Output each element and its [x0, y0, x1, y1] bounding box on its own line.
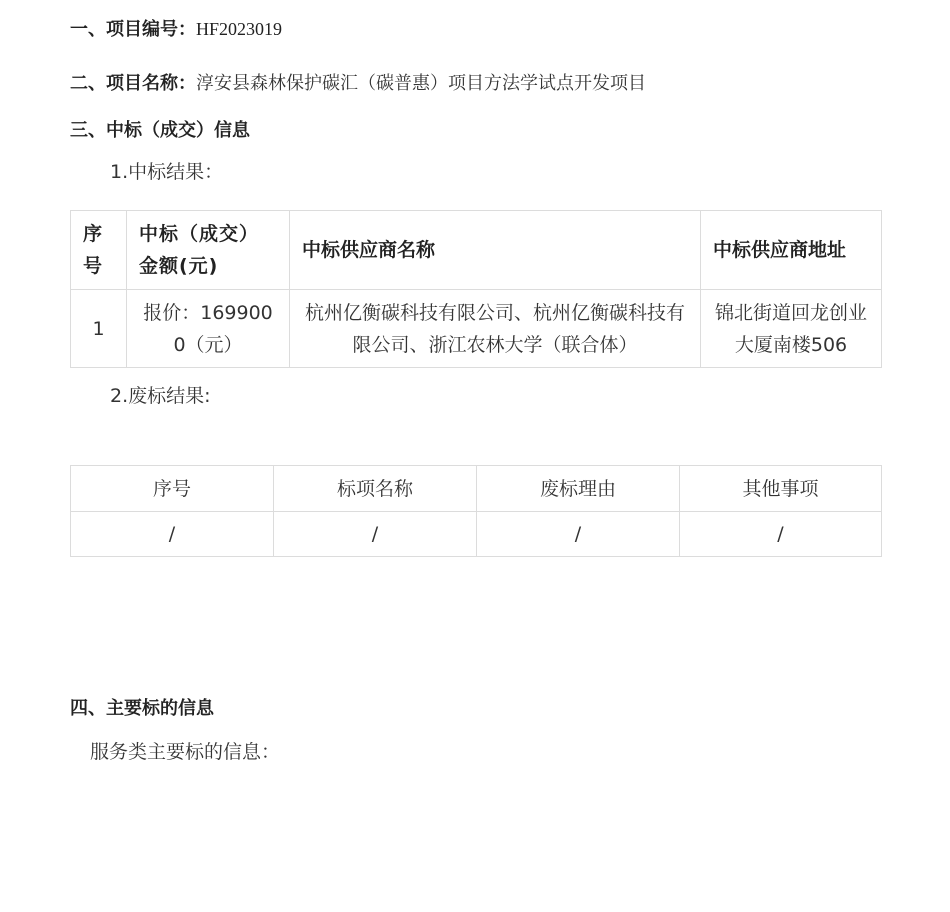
project-number-row	[70, 15, 282, 41]
award-results-table	[70, 210, 882, 368]
award-header-supplier: 中标供应商名称	[290, 211, 701, 290]
award-cell-index: 1	[71, 290, 127, 368]
void-cell-reason: /	[477, 512, 680, 557]
project-number-value: HF2023019	[196, 19, 283, 39]
void-results-table	[70, 465, 882, 557]
table-row	[71, 512, 882, 557]
void-cell-other: /	[680, 512, 882, 557]
void-header-index: 序号	[71, 466, 274, 512]
void-header-other: 其他事项	[680, 466, 882, 512]
void-table-header-row	[71, 466, 882, 512]
void-header-reason: 废标理由	[477, 466, 680, 512]
project-name-value: 淳安县森林保护碳汇（碳普惠）项目方法学试点开发项目	[196, 73, 646, 94]
void-header-item-name: 标项名称	[274, 466, 477, 512]
award-results-heading: 1.中标结果：	[110, 161, 224, 183]
award-cell-supplier: 杭州亿衡碳科技有限公司、杭州亿衡碳科技有限公司、浙江农林大学（联合体）	[290, 290, 701, 368]
award-header-address: 中标供应商地址	[701, 211, 882, 290]
award-info-title: 三、中标（成交）信息	[70, 120, 250, 141]
void-results-heading: 2.废标结果:	[110, 385, 211, 407]
main-subject-heading: 服务类主要标的信息：	[90, 741, 281, 763]
award-table-header-row	[71, 211, 882, 290]
table-row	[71, 290, 882, 368]
award-header-amount: 中标（成交）金额(元)	[127, 211, 290, 290]
award-header-index: 序号	[71, 211, 127, 290]
project-name-row	[70, 69, 646, 95]
void-cell-index: /	[71, 512, 274, 557]
award-cell-address: 锦北街道回龙创业大厦南楼506	[701, 290, 882, 368]
main-subject-title: 四、主要标的信息	[70, 698, 214, 719]
project-number-label: 一、项目编号：	[70, 19, 196, 40]
void-cell-item-name: /	[274, 512, 477, 557]
project-name-label: 二、项目名称：	[70, 73, 196, 94]
award-cell-amount: 报价：1699000（元）	[127, 290, 290, 368]
